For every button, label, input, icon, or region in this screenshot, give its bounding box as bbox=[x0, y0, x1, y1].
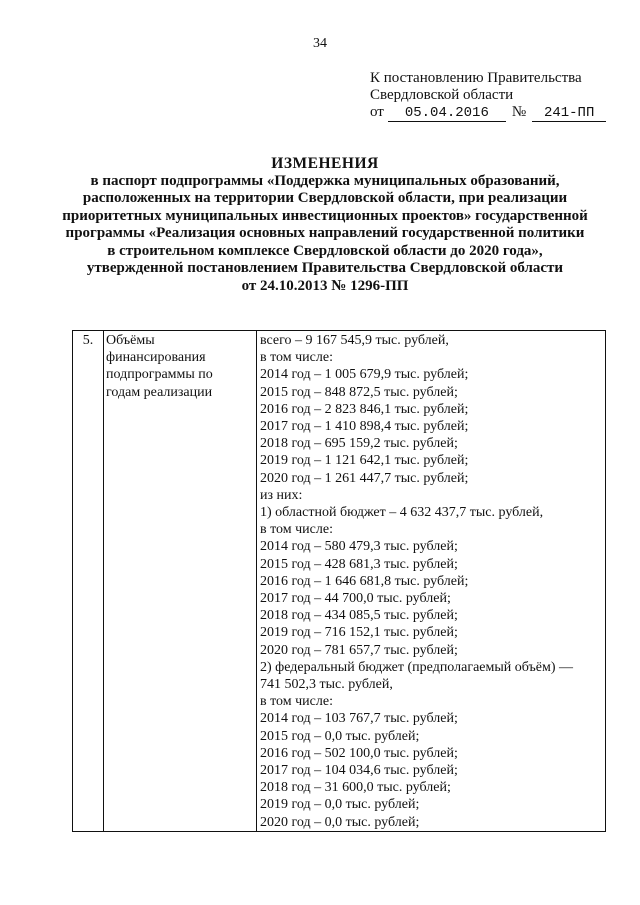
value-line: в том числе: bbox=[260, 694, 333, 710]
value-line: 2014 год – 103 767,7 тыс. рублей; bbox=[260, 711, 458, 727]
value-line: 2018 год – 31 600,0 тыс. рублей; bbox=[260, 780, 451, 796]
reference-line-2: Свердловской области bbox=[370, 87, 514, 103]
value-line: 2017 год – 44 700,0 тыс. рублей; bbox=[260, 591, 451, 607]
value-line: в том числе: bbox=[260, 350, 333, 366]
row-value-cell bbox=[257, 331, 606, 832]
title-line: в строительном комплексе Свердловской области до 2020 года», bbox=[107, 242, 543, 259]
value-line: 2015 год – 428 681,3 тыс. рублей; bbox=[260, 556, 458, 572]
title-heading: ИЗМЕНЕНИЯ bbox=[271, 155, 379, 172]
passport-table bbox=[72, 330, 606, 832]
value-line: 2016 год – 502 100,0 тыс. рублей; bbox=[260, 745, 458, 761]
value-line: 2019 год – 1 121 642,1 тыс. рублей; bbox=[260, 453, 469, 469]
title-line: приоритетных муниципальных инвестиционных проектов» государственной bbox=[62, 207, 588, 224]
value-line: 2017 год – 1 410 898,4 тыс. рублей; bbox=[260, 419, 469, 435]
value-line: 2019 год – 0,0 тыс. рублей; bbox=[260, 797, 420, 813]
reference-date: 05.04.2016 bbox=[388, 106, 506, 122]
value-line: в том числе: bbox=[260, 522, 333, 538]
resolution-reference bbox=[370, 70, 630, 122]
title-line: утвержденной постановлением Правительства Свердловской области bbox=[86, 260, 564, 276]
value-line: 2020 год – 781 657,7 тыс. рублей; bbox=[260, 642, 458, 658]
value-line: 2014 год – 580 479,3 тыс. рублей; bbox=[260, 539, 458, 555]
reference-line-1: К постановлению Правительства bbox=[370, 70, 582, 86]
value-line: 2019 год – 716 152,1 тыс. рублей; bbox=[260, 625, 458, 641]
value-line: всего – 9 167 545,9 тыс. рублей, bbox=[260, 333, 449, 348]
value-line: 2014 год – 1 005 679,9 тыс. рублей; bbox=[260, 367, 469, 383]
label-line: финансирования bbox=[106, 350, 206, 366]
value-line: 2016 год – 1 646 681,8 тыс. рублей; bbox=[260, 573, 469, 589]
value-line: 1) областной бюджет – 4 632 437,7 тыс. рублей, bbox=[260, 505, 544, 521]
value-line: 2018 год – 695 159,2 тыс. рублей; bbox=[260, 436, 458, 452]
value-line: 2) федеральный бюджет (предполагаемый объём) — bbox=[260, 659, 574, 675]
value-line: 741 502,3 тыс. рублей, bbox=[260, 677, 393, 693]
reference-number: 241-ПП bbox=[532, 106, 606, 122]
value-line: из них: bbox=[260, 487, 303, 503]
document-title bbox=[60, 155, 590, 295]
label-line: годам реализации bbox=[106, 384, 213, 400]
label-line: подпрограммы по bbox=[106, 367, 213, 383]
title-line: в паспорт подпрограммы «Поддержка муниципальных образований, bbox=[90, 172, 560, 189]
reference-number-sign: № bbox=[511, 104, 527, 120]
value-line: 2018 год – 434 085,5 тыс. рублей; bbox=[260, 608, 458, 624]
value-line: 2020 год – 1 261 447,7 тыс. рублей; bbox=[260, 470, 469, 486]
row-label-cell bbox=[104, 331, 257, 832]
table-row bbox=[73, 331, 606, 832]
value-line: 2020 год – 0,0 тыс. рублей; bbox=[260, 814, 420, 830]
value-line: 2017 год – 104 034,6 тыс. рублей; bbox=[260, 763, 458, 779]
label-line: Объёмы bbox=[106, 333, 155, 348]
value-line: 2016 год – 2 823 846,1 тыс. рублей; bbox=[260, 401, 469, 417]
row-number-cell: 5. bbox=[73, 331, 104, 832]
reference-from-label: от bbox=[370, 104, 384, 120]
value-line: 2015 год – 848 872,5 тыс. рублей; bbox=[260, 384, 458, 400]
value-line: 2015 год – 0,0 тыс. рублей; bbox=[260, 728, 420, 744]
title-line: от 24.10.2013 № 1296-ПП bbox=[241, 277, 409, 294]
title-line: программы «Реализация основных направлений государственной политики bbox=[65, 225, 585, 241]
reference-date-row bbox=[370, 104, 630, 122]
title-line: расположенных на территории Свердловской области, при реализации bbox=[82, 190, 568, 206]
page-number: 34 bbox=[313, 36, 327, 51]
